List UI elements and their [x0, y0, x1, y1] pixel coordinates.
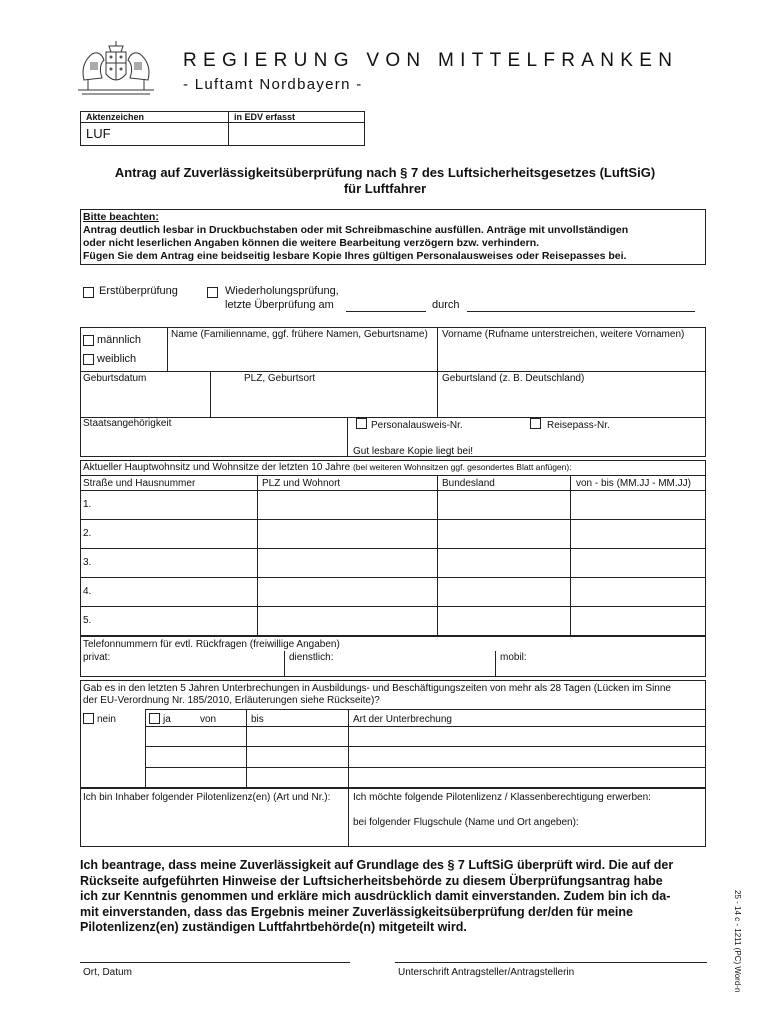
birthdate-label: Geburtsdatum	[83, 373, 147, 384]
aktenzeichen-value[interactable]: LUF	[86, 126, 111, 141]
residence-row-4[interactable]: 4.	[83, 586, 92, 597]
interruptions-question-line1: Gab es in den letzten 5 Jahren Unterbrechungen in Ausbildungs- und Beschäftigungszeiten von mehr als 28 Tagen (Lücken im Sinne	[83, 683, 671, 694]
interruptions-yes-checkbox[interactable]	[149, 713, 160, 724]
edv-field[interactable]	[229, 123, 364, 145]
interruptions-to-label: bis	[251, 714, 264, 725]
residence-row-3[interactable]: 3.	[83, 557, 92, 568]
first-check-checkbox[interactable]	[83, 287, 94, 298]
last-check-date-field[interactable]	[346, 311, 426, 312]
interruptions-type-label: Art der Unterbrechung	[353, 714, 452, 725]
place-date-field[interactable]	[80, 962, 350, 963]
passport-checkbox[interactable]	[530, 418, 541, 429]
copy-attached-label: Gut lesbare Kopie liegt bei!	[353, 446, 474, 457]
name-label: Name (Familienname, ggf. frühere Namen, Geburtsname)	[171, 329, 428, 340]
coat-of-arms-icon	[74, 40, 158, 98]
residence-row-2[interactable]: 2.	[83, 528, 92, 539]
male-label: männlich	[97, 334, 142, 346]
interruptions-yes-label: ja	[163, 714, 171, 725]
female-checkbox[interactable]	[83, 354, 94, 365]
notice-line1: Antrag deutlich lesbar in Druckbuchstaben oder mit Schreibmaschine ausfüllen. Anträge mit unvollständigen	[83, 224, 629, 236]
interruptions-no-checkbox[interactable]	[83, 713, 94, 724]
notice-title: Bitte beachten:	[83, 211, 159, 223]
flight-school-label: bei folgender Flugschule (Name und Ort angeben):	[353, 817, 579, 828]
phone-work-label: dienstlich:	[289, 652, 334, 663]
form-heading-line2: für Luftfahrer	[343, 181, 427, 196]
last-check-label: letzte Überprüfung am	[225, 299, 334, 311]
license-held-label: Ich bin Inhaber folgender Pilotenlizenz(en) (Art und Nr.):	[83, 792, 331, 803]
male-checkbox[interactable]	[83, 335, 94, 346]
first-check-label: Erstüberprüfung	[99, 285, 178, 297]
page-subtitle: - Luftamt Nordbayern -	[183, 76, 363, 93]
col-state: Bundesland	[442, 478, 495, 489]
phone-heading: Telefonnummern für evtl. Rückfragen (freiwillige Angaben)	[83, 639, 340, 650]
residence-heading: Aktueller Hauptwohnsitz und Wohnsitze der letzten 10 Jahre (bei weiteren Wohnsitzen ggf. gesondertes Blatt anfügen):	[83, 462, 572, 473]
residence-row-5[interactable]: 5.	[83, 615, 92, 626]
passport-label: Reisepass-Nr.	[547, 420, 610, 431]
col-period: von - bis (MM.JJ - MM.JJ)	[576, 478, 691, 489]
form-code: 25 - 14 c - 1211 (PC) Word-n	[733, 890, 742, 993]
firstname-label: Vorname (Rufname unterstreichen, weitere Vornamen)	[442, 329, 685, 340]
last-check-by-field[interactable]	[467, 311, 695, 312]
declaration-text: Ich beantrage, dass meine Zuverlässigkeit auf Grundlage des § 7 LuftSiG überprüft wird. Die auf der Rückseite aufgeführten Hinweise der Luftsicherheitsbehörde zu diesem Überprüfungsantrag habe ich zur Kenntnis genommen und erkläre mich ausdrücklich damit einverstanden. Zudem bin ich da- mit einverstanden, dass das Ergebnis meiner Zuverlässigkeitsüberprüfung der/den für meine Pilotenlizenz(en) zuständigen Luftfahrtbehörde(n) mitgeteilt wird.	[80, 858, 674, 934]
signature-label: Unterschrift Antragsteller/Antragstellerin	[398, 967, 575, 978]
form-heading-line1: Antrag auf Zuverlässigkeitsüberprüfung nach § 7 des Luftsicherheitsgesetzes (LuftSiG)	[114, 165, 656, 180]
license-wanted-label: Ich möchte folgende Pilotenlizenz / Klassenberechtigung erwerben:	[353, 792, 651, 803]
interruptions-from-label: von	[200, 714, 217, 725]
phone-mobile-label: mobil:	[500, 652, 527, 663]
nationality-label: Staatsangehörigkeit	[83, 418, 172, 429]
female-label: weiblich	[97, 353, 137, 365]
birthplace-label: PLZ, Geburtsort	[244, 373, 316, 384]
residence-row-1[interactable]: 1.	[83, 499, 92, 510]
by-label: durch	[432, 299, 460, 311]
notice-line2: oder nicht leserlichen Angaben können die weitere Bearbeitung verzögern bzw. verhindern.	[83, 237, 540, 249]
edv-label: in EDV erfasst	[234, 112, 296, 122]
signature-field[interactable]	[395, 962, 707, 963]
col-city: PLZ und Wohnort	[262, 478, 341, 489]
aktenzeichen-label: Aktenzeichen	[86, 112, 145, 122]
repeat-check-label: Wiederholungsprüfung,	[225, 285, 339, 297]
phone-private-label: privat:	[83, 652, 111, 663]
interruptions-no-label: nein	[97, 714, 116, 725]
id-card-label: Personalausweis-Nr.	[371, 420, 463, 431]
interruptions-question-line2: der EU-Verordnung Nr. 185/2010, Erläuterungen siehe Rückseite)?	[83, 695, 380, 706]
col-street: Straße und Hausnummer	[83, 478, 196, 489]
birthcountry-label: Geburtsland (z. B. Deutschland)	[442, 373, 585, 384]
notice-line3: Fügen Sie dem Antrag eine beidseitig lesbare Kopie Ihres gültigen Personalausweises oder Reisepasses bei.	[83, 250, 627, 262]
personal-data-section	[80, 327, 706, 457]
repeat-check-checkbox[interactable]	[207, 287, 218, 298]
page-title: REGIERUNG VON MITTELFRANKEN	[183, 50, 679, 71]
id-card-checkbox[interactable]	[356, 418, 367, 429]
place-date-label: Ort, Datum	[83, 967, 132, 978]
